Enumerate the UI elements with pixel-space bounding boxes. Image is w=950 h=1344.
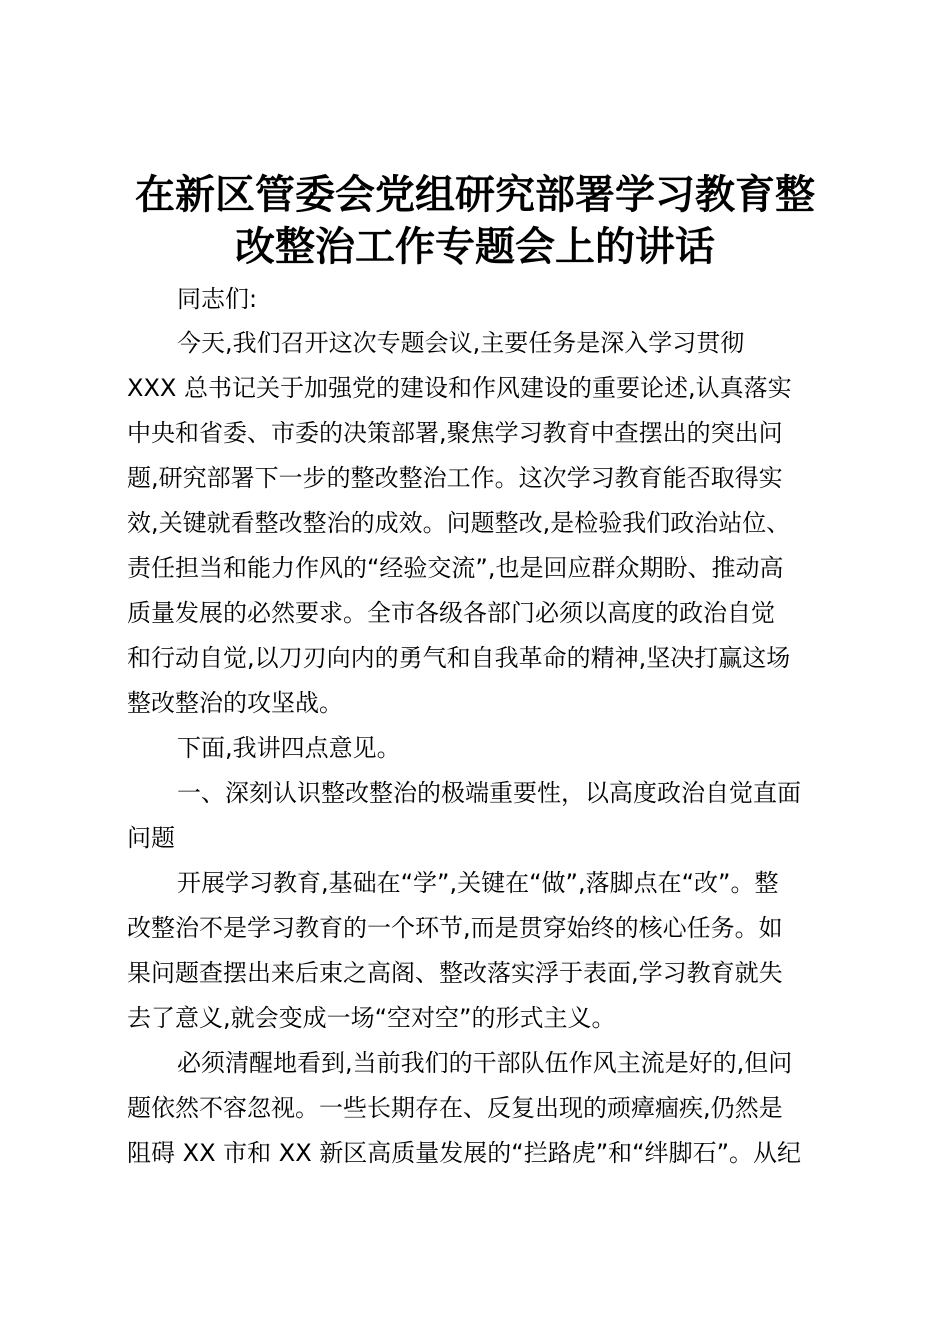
document-title-line-1: 在新区管委会党组研究部署学习教育整 — [135, 171, 815, 218]
body-line: XXX 总书记关于加强党的建设和作风建设的重要论述,认真落实 — [127, 374, 792, 402]
salutation: 同志们: — [177, 285, 258, 313]
section-heading: 一、深刻认识整改整治的极端重要性，以高度政治自觉直面 — [177, 779, 801, 807]
body-line: 题依然不容忽视。一些长期存在、反复出现的顽瘴痼疾,仍然是 — [127, 1094, 783, 1122]
body-line: 质量发展的必然要求。全市各级各部门必须以高度的政治自觉 — [127, 599, 775, 627]
body-line: 题,研究部署下一步的整改整治工作。这次学习教育能否取得实 — [127, 464, 783, 492]
body-line: 责任担当和能力作风的“经验交流”,也是回应群众期盼、推动高 — [127, 554, 784, 582]
body-line: 果问题查摆出来后束之高阁、整改落实浮于表面,学习教育就失 — [127, 959, 783, 987]
document-title-line-2: 改整治工作专题会上的讲话 — [235, 223, 715, 270]
body-line: 阻碍 XX 市和 XX 新区高质量发展的“拦路虎”和“绊脚石”。从纪 — [127, 1139, 802, 1167]
body-line: 去了意义,就会变成一场“空对空”的形式主义。 — [127, 1004, 616, 1032]
body-line: 中央和省委、市委的决策部署,聚焦学习教育中查摆出的突出问 — [127, 419, 783, 447]
body-line: 开展学习教育,基础在“学”,关键在“做”,落脚点在“改”。整 — [177, 869, 779, 897]
body-line: 必须清醒地看到,当前我们的干部队伍作风主流是好的,但问 — [177, 1049, 793, 1077]
body-line: 今天,我们召开这次专题会议,主要任务是深入学习贯彻 — [177, 329, 745, 357]
body-line: 效,关键就看整改整治的成效。问题整改,是检验我们政治站位、 — [127, 509, 791, 537]
section-heading: 问题 — [127, 824, 175, 852]
body-line: 下面,我讲四点意见。 — [177, 734, 401, 762]
body-line: 和行动自觉,以刀刃向内的勇气和自我革命的精神,坚决打赢这场 — [127, 644, 791, 672]
body-line: 整改整治的攻坚战。 — [127, 689, 343, 717]
body-line: 改整治不是学习教育的一个环节,而是贯穿始终的核心任务。如 — [127, 914, 783, 942]
